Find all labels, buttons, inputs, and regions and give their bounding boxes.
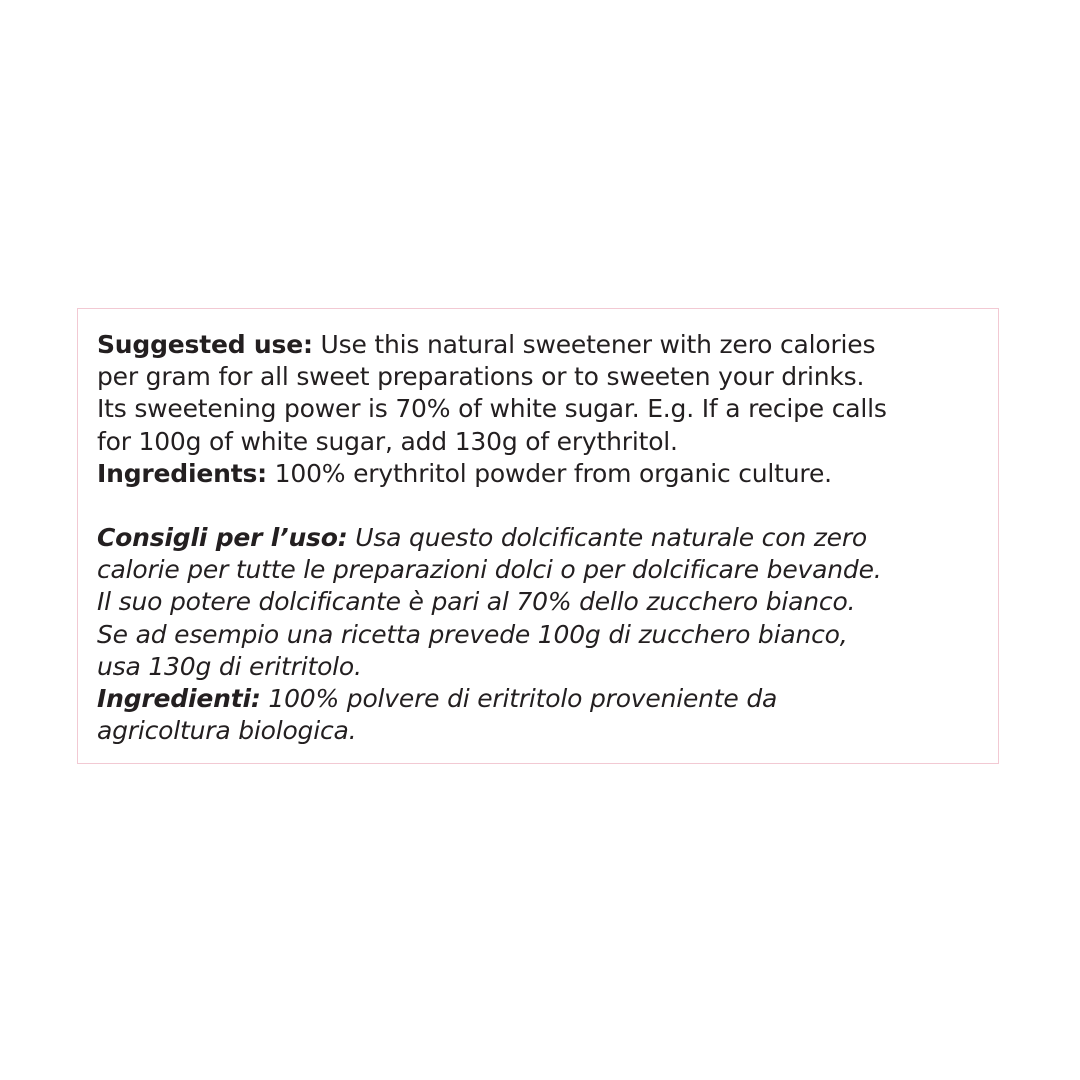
english-line-1 xyxy=(97,329,987,361)
ingredienti-text: agricoltura biologica. xyxy=(97,716,357,746)
consigli-text: Usa questo dolcificante naturale con zero xyxy=(347,523,867,552)
english-description xyxy=(97,329,987,490)
ingredienti-text: 100% polvere di eritritolo proveniente da xyxy=(260,684,778,714)
consigli-text: Il suo potere dolcificante è pari al 70% dello zucchero bianco. xyxy=(97,587,856,617)
suggested-use-text: Use this natural sweetener with zero calories xyxy=(312,330,876,359)
ingredients-label: Ingredients: xyxy=(97,458,267,488)
ingredienti-label: Ingredienti: xyxy=(97,684,261,714)
english-ingredients-line xyxy=(97,458,987,490)
product-label-box xyxy=(77,308,999,764)
ingredients-text: 100% erythritol powder from organic culture. xyxy=(266,458,832,488)
suggested-use-label: Suggested use: xyxy=(97,330,313,359)
suggested-use-text: Its sweetening power is 70% of white sugar. E.g. If a recipe calls xyxy=(97,394,887,424)
consigli-label: Consigli per l’uso: xyxy=(97,523,348,552)
suggested-use-text: per gram for all sweet preparations or to sweeten your drinks. xyxy=(97,362,865,392)
italian-description xyxy=(97,522,987,747)
consigli-text: calorie per tutte le preparazioni dolci o per dolcificare bevande. xyxy=(97,555,882,585)
italian-line-1 xyxy=(97,522,987,554)
consigli-text: Se ad esempio una ricetta prevede 100g di zucchero bianco, xyxy=(97,619,848,649)
consigli-text: usa 130g di eritritolo. xyxy=(97,651,362,681)
italian-ingredients-line xyxy=(97,683,987,715)
suggested-use-text: for 100g of white sugar, add 130g of erythritol. xyxy=(97,426,678,456)
